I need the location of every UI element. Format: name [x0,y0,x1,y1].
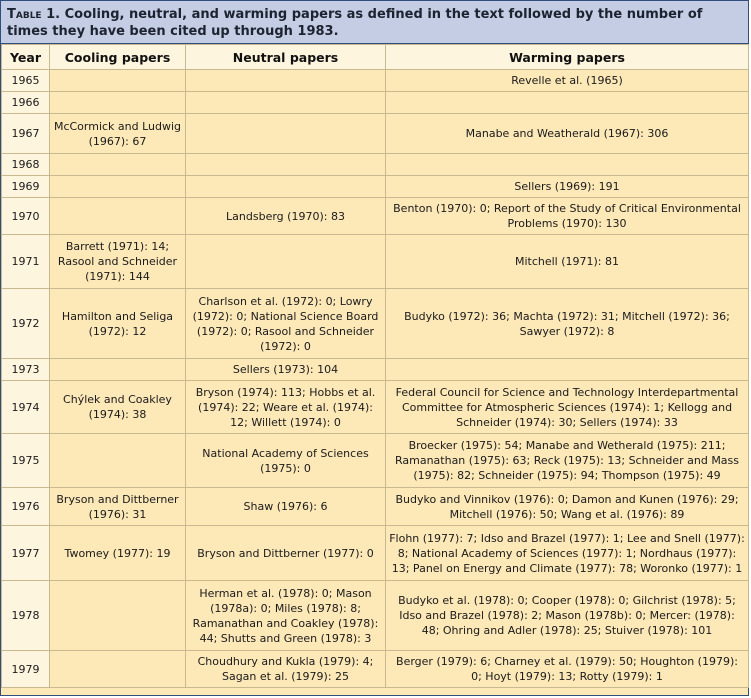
cooling-cell: Bryson and Dittberner (1976): 31 [50,488,186,526]
cooling-cell [50,154,186,176]
header-year: Year [2,45,50,70]
cooling-cell [50,92,186,114]
neutral-cell: Herman et al. (1978): 0; Mason (1978a): 0; Miles (1978): 8; Ramanathan and Coakley (1978): 44; Shutts and Green (1978): 3 [186,581,386,651]
table-row [2,381,749,434]
neutral-cell [186,176,386,198]
table-row [2,235,749,289]
year-cell: 1971 [2,235,50,289]
neutral-cell: Bryson and Dittberner (1977): 0 [186,526,386,581]
cooling-cell: McCormick and Ludwig (1967): 67 [50,114,186,154]
neutral-cell: Choudhury and Kukla (1979): 4; Sagan et al. (1979): 25 [186,651,386,688]
cooling-cell: Chýlek and Coakley (1974): 38 [50,381,186,434]
table-row [2,70,749,92]
neutral-cell: Sellers (1973): 104 [186,359,386,381]
year-cell: 1979 [2,651,50,688]
warming-cell [386,359,749,381]
header-warming: Warming papers [386,45,749,70]
neutral-cell [186,114,386,154]
year-cell: 1978 [2,581,50,651]
neutral-cell: National Academy of Sciences (1975): 0 [186,434,386,488]
warming-cell: Manabe and Weatherald (1967): 306 [386,114,749,154]
table-row [2,176,749,198]
cooling-cell [50,359,186,381]
year-cell: 1966 [2,92,50,114]
neutral-cell [186,235,386,289]
warming-cell: Benton (1970): 0; Report of the Study of Critical Environmental Problems (1970): 130 [386,198,749,235]
year-cell: 1970 [2,198,50,235]
year-cell: 1969 [2,176,50,198]
table-caption [1,1,748,44]
warming-cell: Federal Council for Science and Technology Interdepartmental Committee for Atmospheric Sciences (1974): 1; Kellogg and Schneider (1974): 30; Sellers (1974): 33 [386,381,749,434]
warming-cell: Budyko (1972): 36; Machta (1972): 31; Mitchell (1972): 36; Sawyer (1972): 8 [386,289,749,359]
year-cell: 1973 [2,359,50,381]
warming-cell [386,92,749,114]
cooling-cell [50,651,186,688]
warming-cell: Revelle et al. (1965) [386,70,749,92]
cooling-cell [50,70,186,92]
table-row [2,434,749,488]
cooling-cell [50,581,186,651]
warming-cell [386,154,749,176]
neutral-cell: Shaw (1976): 6 [186,488,386,526]
table-row [2,154,749,176]
year-cell: 1974 [2,381,50,434]
neutral-cell [186,92,386,114]
year-cell: 1965 [2,70,50,92]
table-row [2,488,749,526]
table-row [2,651,749,688]
table-row [2,359,749,381]
year-cell: 1968 [2,154,50,176]
year-cell: 1967 [2,114,50,154]
warming-cell: Berger (1979): 6; Charney et al. (1979): 50; Houghton (1979): 0; Hoyt (1979): 13; Rotty (1979): 1 [386,651,749,688]
neutral-cell: Landsberg (1970): 83 [186,198,386,235]
cooling-cell: Hamilton and Seliga (1972): 12 [50,289,186,359]
warming-cell: Broecker (1975): 54; Manabe and Wetherald (1975): 211; Ramanathan (1975): 63; Reck (1975): 13; Schneider and Mass (1975): 82; Schneider (1975): 94; Thompson (1975): 49 [386,434,749,488]
neutral-cell: Charlson et al. (1972): 0; Lowry (1972): 0; National Science Board (1972): 0; Rasool and Schneider (1972): 0 [186,289,386,359]
warming-cell: Sellers (1969): 191 [386,176,749,198]
cooling-cell [50,176,186,198]
table-label: Table 1. [7,7,61,22]
table-row [2,114,749,154]
header-neutral: Neutral papers [186,45,386,70]
header-cooling: Cooling papers [50,45,186,70]
cooling-cell [50,434,186,488]
cooling-cell: Barrett (1971): 14; Rasool and Schneider (1971): 144 [50,235,186,289]
warming-cell: Flohn (1977): 7; Idso and Brazel (1977): 1; Lee and Snell (1977): 8; National Academy of Sciences (1977): 1; Nordhaus (1977): 13; Panel on Energy and Climate (1977): 78; Woronko (1977): 1 [386,526,749,581]
table-row [2,526,749,581]
table-row [2,289,749,359]
cooling-cell [50,198,186,235]
neutral-cell: Bryson (1974): 113; Hobbs et al. (1974): 22; Weare et al. (1974): 12; Willett (1974): 0 [186,381,386,434]
year-cell: 1972 [2,289,50,359]
warming-cell: Budyko and Vinnikov (1976): 0; Damon and Kunen (1976): 29; Mitchell (1976): 50; Wang et al. (1976): 89 [386,488,749,526]
cooling-cell: Twomey (1977): 19 [50,526,186,581]
warming-cell: Mitchell (1971): 81 [386,235,749,289]
year-cell: 1975 [2,434,50,488]
neutral-cell [186,154,386,176]
warming-cell: Budyko et al. (1978): 0; Cooper (1978): 0; Gilchrist (1978): 5; Idso and Brazel (1978): 2; Mason (1978b): 0; Mercer: (1978): 48; Ohring and Adler (1978): 25; Stuiver (1978): 101 [386,581,749,651]
table-row [2,92,749,114]
citation-table [1,44,749,688]
table-row [2,581,749,651]
table-caption-text: Cooling, neutral, and warming papers as defined in the text followed by the number of times they have been cited up through 1983. [7,7,703,39]
year-cell: 1977 [2,526,50,581]
neutral-cell [186,70,386,92]
year-cell: 1976 [2,488,50,526]
table-row [2,198,749,235]
header-row [2,45,749,70]
